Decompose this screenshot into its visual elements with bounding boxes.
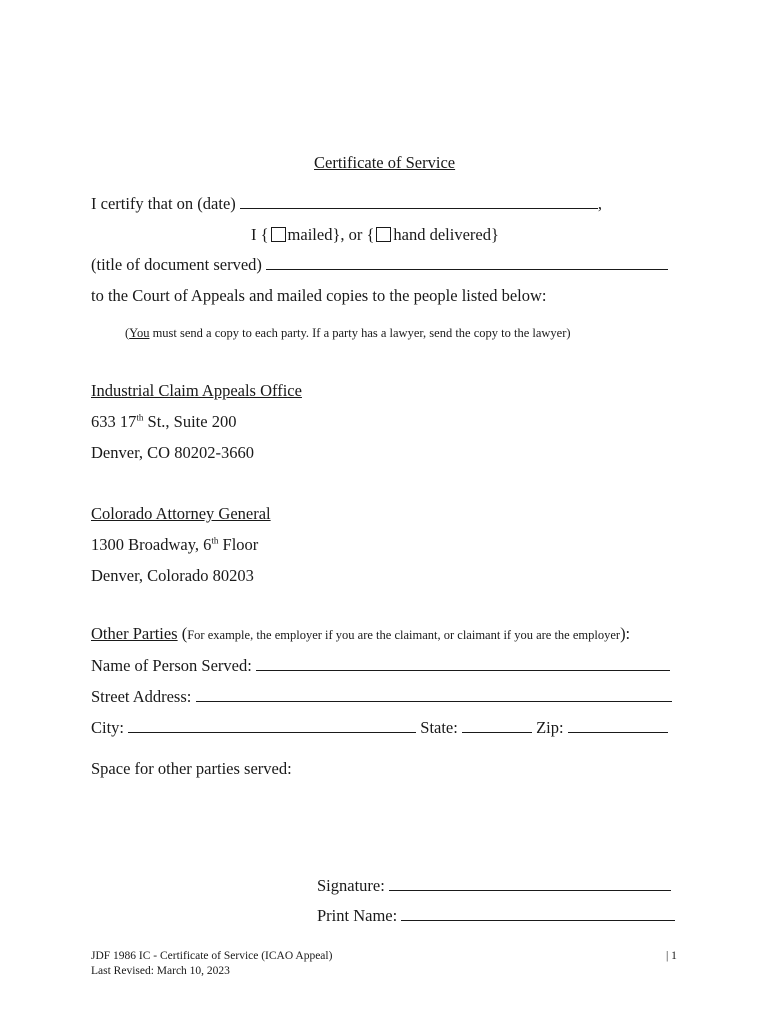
- certify-label: I certify that on (date): [91, 194, 236, 213]
- icao-street: [91, 412, 236, 432]
- city-field[interactable]: [128, 718, 416, 733]
- certify-suffix: ,: [597, 194, 603, 213]
- ag-street-num: 1300 Broadway, 6: [91, 535, 212, 554]
- state-field[interactable]: [462, 718, 532, 733]
- name-served-field[interactable]: [256, 656, 670, 671]
- street-address-line: [91, 687, 672, 707]
- other-paren-close: ):: [620, 624, 631, 643]
- signature-field[interactable]: [389, 876, 671, 891]
- icao-name: Industrial Claim Appeals Office: [91, 381, 302, 400]
- zip-label: Zip:: [536, 718, 564, 737]
- page-number: | 1: [666, 950, 677, 962]
- signature-label: Signature:: [317, 876, 385, 895]
- print-name-line: [317, 906, 675, 926]
- document-line: [91, 255, 668, 275]
- note-rest: must send a copy to each party. If a party has a lawyer, send the copy to the lawyer): [149, 326, 571, 340]
- ag-name: Colorado Attorney General: [91, 504, 271, 523]
- footer-form: JDF 1986 IC - Certificate of Service (ICAO Appeal): [91, 950, 333, 962]
- other-parties-heading-line: [91, 624, 630, 644]
- other-parties-note: For example, the employer if you are the claimant, or claimant if you are the employer: [187, 628, 621, 642]
- space-label: Space for other parties served:: [91, 759, 292, 778]
- other-parties-heading: Other Parties: [91, 624, 178, 643]
- street-address-field[interactable]: [196, 687, 672, 702]
- page-title: Certificate of Service: [314, 153, 456, 172]
- other-paren-open: (: [177, 624, 188, 643]
- icao-street-rest: St., Suite 200: [143, 412, 237, 431]
- ag-street-sup: th: [211, 535, 219, 546]
- mailed-label: mailed}, or {: [287, 225, 375, 244]
- city-state-zip-line: [91, 718, 668, 738]
- certify-line: [91, 194, 602, 214]
- print-name-label: Print Name:: [317, 906, 398, 925]
- delivery-line: [251, 225, 499, 245]
- ag-city: Denver, Colorado 80203: [91, 566, 254, 585]
- ag-street-rest: Floor: [218, 535, 259, 554]
- hand-delivered-checkbox[interactable]: [376, 227, 391, 242]
- city-label: City:: [91, 718, 125, 737]
- signature-line: [317, 876, 671, 896]
- zip-field[interactable]: [568, 718, 668, 733]
- ag-street: [91, 535, 258, 555]
- note-open: (: [125, 326, 130, 340]
- icao-city: Denver, CO 80202-3660: [91, 443, 254, 462]
- print-name-field[interactable]: [401, 906, 675, 921]
- mailed-checkbox[interactable]: [271, 227, 286, 242]
- copy-note: [125, 326, 571, 341]
- document-title-field[interactable]: [266, 255, 668, 270]
- court-line: to the Court of Appeals and mailed copies to the people listed below:: [91, 286, 547, 305]
- hand-delivered-label: hand delivered}: [393, 225, 499, 244]
- delivery-i: I {: [251, 225, 269, 244]
- name-served-label: Name of Person Served:: [91, 656, 252, 675]
- state-label: State:: [420, 718, 458, 737]
- street-address-label: Street Address:: [91, 687, 192, 706]
- document-label: (title of document served): [91, 255, 262, 274]
- footer-revised: Last Revised: March 10, 2023: [91, 965, 230, 977]
- note-you: You: [129, 326, 150, 340]
- icao-street-num: 633 17: [91, 412, 137, 431]
- icao-street-sup: th: [136, 412, 144, 423]
- date-field[interactable]: [240, 194, 598, 209]
- name-served-line: [91, 656, 670, 676]
